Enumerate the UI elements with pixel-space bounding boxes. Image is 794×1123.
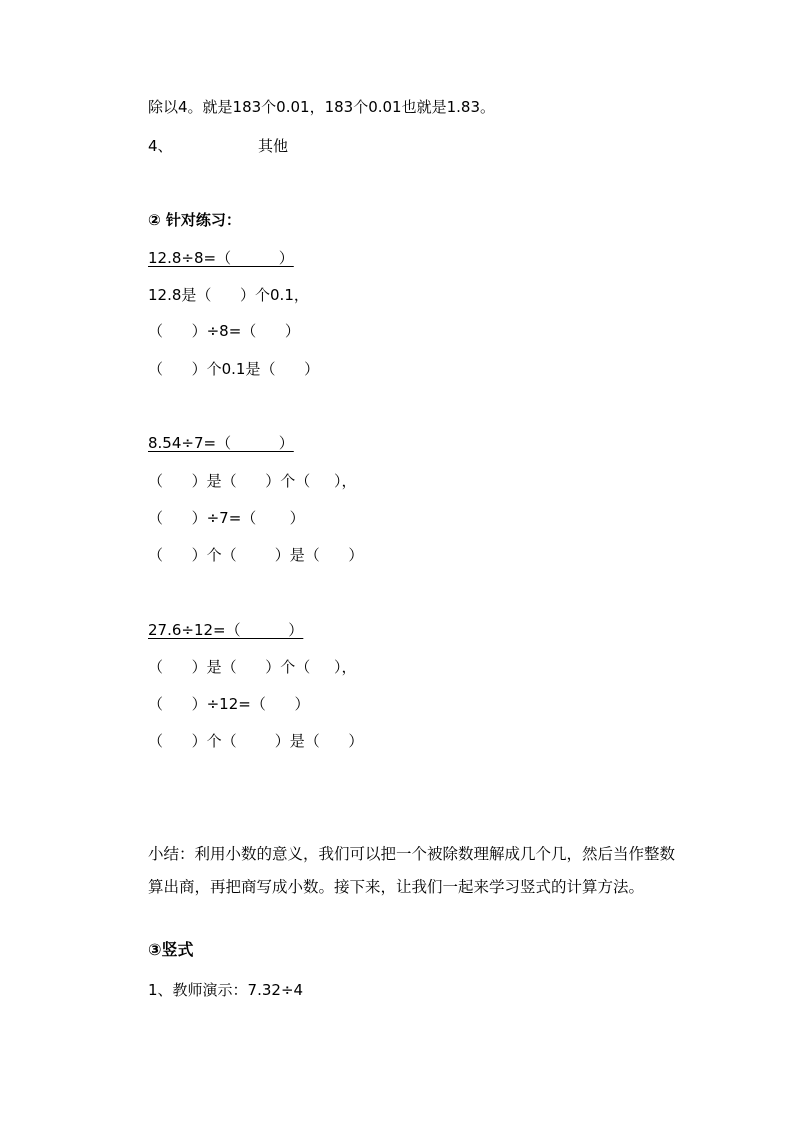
exercise-2-equation: 8.54÷7=（ ） (148, 434, 294, 452)
exercise-3-line-3: （ ）个（ ）是（ ） (148, 732, 364, 750)
exercise-1-line-3: （ ）个0.1是（ ） (148, 360, 320, 378)
exercise-2-line-1: （ ）是（ ）个（ ）， (148, 472, 357, 490)
section-practice-title: ② 针对练习： (148, 211, 241, 229)
exercise-3-line-2: （ ）÷12=（ ） (148, 695, 310, 713)
exercise-3-equation: 27.6÷12=（ ） (148, 621, 304, 639)
exercise-1-line-2: （ ）÷8=（ ） (148, 322, 300, 340)
demo-line: 1、教师演示：7.32÷4 (148, 981, 304, 999)
exercise-3-line-1: （ ）是（ ）个（ ）， (148, 658, 357, 676)
exercise-1-line-1: 12.8是（ ）个0.1， (148, 286, 309, 304)
item-4-number: 4、 (148, 137, 173, 155)
exercise-2-line-3: （ ）个（ ）是（ ） (148, 546, 364, 564)
summary-paragraph: 小结：利用小数的意义，我们可以把一个被除数理解成几个几，然后当作整数算出商，再把商写成小数。接下来，让我们一起来学习竖式的计算方法。 (148, 845, 676, 896)
exercise-2-line-2: （ ）÷7=（ ） (148, 509, 305, 527)
section-vertical-title: ③竖式 (148, 940, 194, 959)
exercise-1-equation: 12.8÷8=（ ） (148, 249, 294, 267)
item-4-label: 其他 (258, 137, 289, 155)
intro-line: 除以4。就是183个0.01，183个0.01也就是1.83。 (148, 98, 496, 116)
